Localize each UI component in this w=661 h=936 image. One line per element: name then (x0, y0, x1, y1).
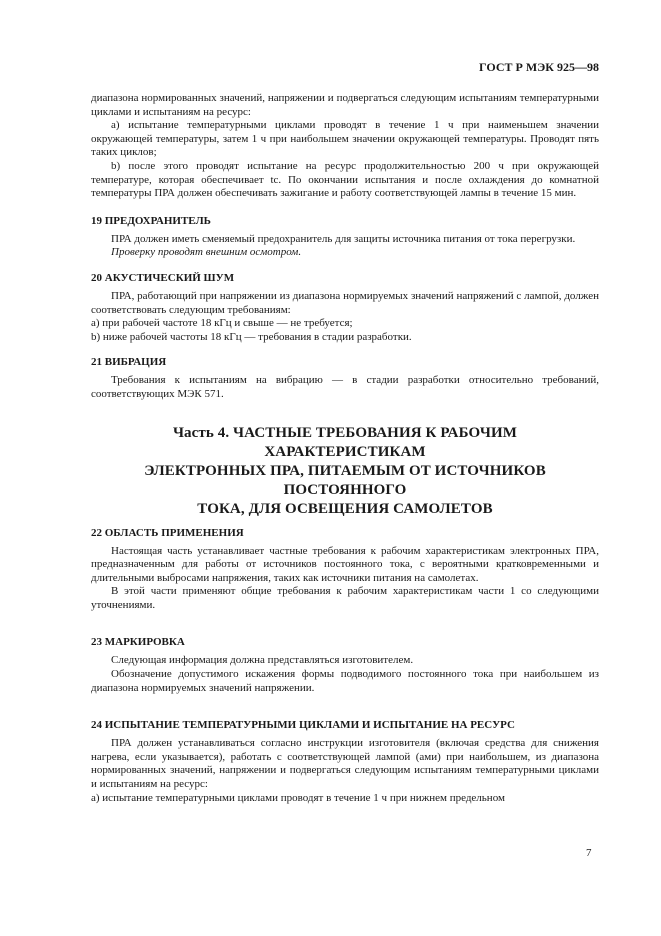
section-22-paragraph-2: В этой части применяют общие требования к рабочим характеристикам части 1 со следующими уточнениями. (91, 585, 599, 611)
section-22-title: 22 ОБЛАСТЬ ПРИМЕНЕНИЯ (91, 526, 244, 539)
section-19-paragraph-1: ПРА должен иметь сменяемый предохранитель для защиты источника питания от тока перегрузки. (111, 232, 576, 245)
section-24-title: 24 ИСПЫТАНИЕ ТЕМПЕРАТУРНЫМИ ЦИКЛАМИ И ИСПЫТАНИЕ НА РЕСУРС (91, 719, 515, 732)
section-19-paragraph-2: Проверку проводят внешним осмотром. (111, 246, 302, 259)
document-page (91, 60, 599, 805)
section-20-paragraph-3: b) ниже рабочей частоты 18 кГц — требования в стадии разработки. (91, 330, 412, 343)
section-20-title: 20 АКУСТИЧЕСКИЙ ШУМ (91, 271, 235, 284)
intro-paragraph-1: диапазона нормированных значений, напряжении и подвергаться следующим испытаниям температурными циклами и испытаниям на ресурс: (91, 92, 599, 118)
section-21-title: 21 ВИБРАЦИЯ (91, 356, 167, 369)
section-23-paragraph-1: Следующая информация должна представляться изготовителем. (111, 654, 414, 667)
page-number: 7 (586, 847, 592, 859)
section-23-title: 23 МАРКИРОВКА (91, 636, 185, 649)
intro-paragraph-3: b) после этого проводят испытание на ресурс продолжительностью 200 ч при окружающей температуре, которая обеспечивает tc. По окончании испытания и после охлаждения до комнатной температуры ПРА должен обеспечивать зажигание и работу соответствующей лампы в течение 15 мин. (91, 159, 599, 200)
section-20-paragraph-1: ПРА, работающий при напряжении из диапазона нормируемых значений напряжений с лампой, должен соответствовать следующим требованиям: (91, 289, 599, 316)
section-24-paragraph-1: ПРА должен устанавливаться согласно инструкции изготовителя (включая средства для снижения нагрева, если указывается), работать с соответствующей лампой (ами) при наибольшем, из диапазона нормированных значений, напряжении и подвергаться следующим испытаниям температурными циклами и испытаниям на ресурс: (91, 737, 599, 791)
part-4-title (91, 424, 599, 519)
running-header: ГОСТ Р МЭК 925—98 (479, 60, 599, 74)
part-4-title-line-2: ЭЛЕКТРОННЫХ ПРА, ПИТАЕМЫМ ОТ ИСТОЧНИКОВ ПОСТОЯННОГО (144, 462, 546, 498)
part-4-title-line-1: Часть 4. ЧАСТНЫЕ ТРЕБОВАНИЯ К РАБОЧИМ ХАРАКТЕРИСТИКАМ (172, 424, 518, 460)
part-4-title-line-3: ТОКА, ДЛЯ ОСВЕЩЕНИЯ САМОЛЕТОВ (197, 500, 493, 517)
section-20-paragraph-2: a) при рабочей частоте 18 кГц и свыше — не требуется; (91, 317, 353, 330)
section-24-paragraph-2: a) испытание температурными циклами проводят в течение 1 ч при нижнем предельном (91, 791, 505, 804)
section-22-paragraph-1: Настоящая часть устанавливает частные требования к рабочим характеристикам электронных ПРА, предназначенным для работы от источников постоянного тока, с вероятными кратковременными и длительными выбросами напряжения, таких как источники питания на самолетах. (91, 544, 599, 584)
section-19-title: 19 ПРЕДОХРАНИТЕЛЬ (91, 214, 211, 227)
intro-paragraph-2: a) испытание температурными циклами проводят в течение 1 ч при наименьшем значении окружающей температуры, затем 1 ч при наибольшем значении окружающей температуры. Проводят пять таких циклов; (91, 119, 599, 159)
section-23-paragraph-2: Обозначение допустимого искажения формы подводимого постоянного тока при наибольшем из диапазона нормируемых значений напряжении. (91, 668, 599, 694)
section-21-paragraph-1: Требования к испытаниям на вибрацию — в стадии разработки относительно требований, соответствующих МЭК 571. (91, 374, 599, 400)
